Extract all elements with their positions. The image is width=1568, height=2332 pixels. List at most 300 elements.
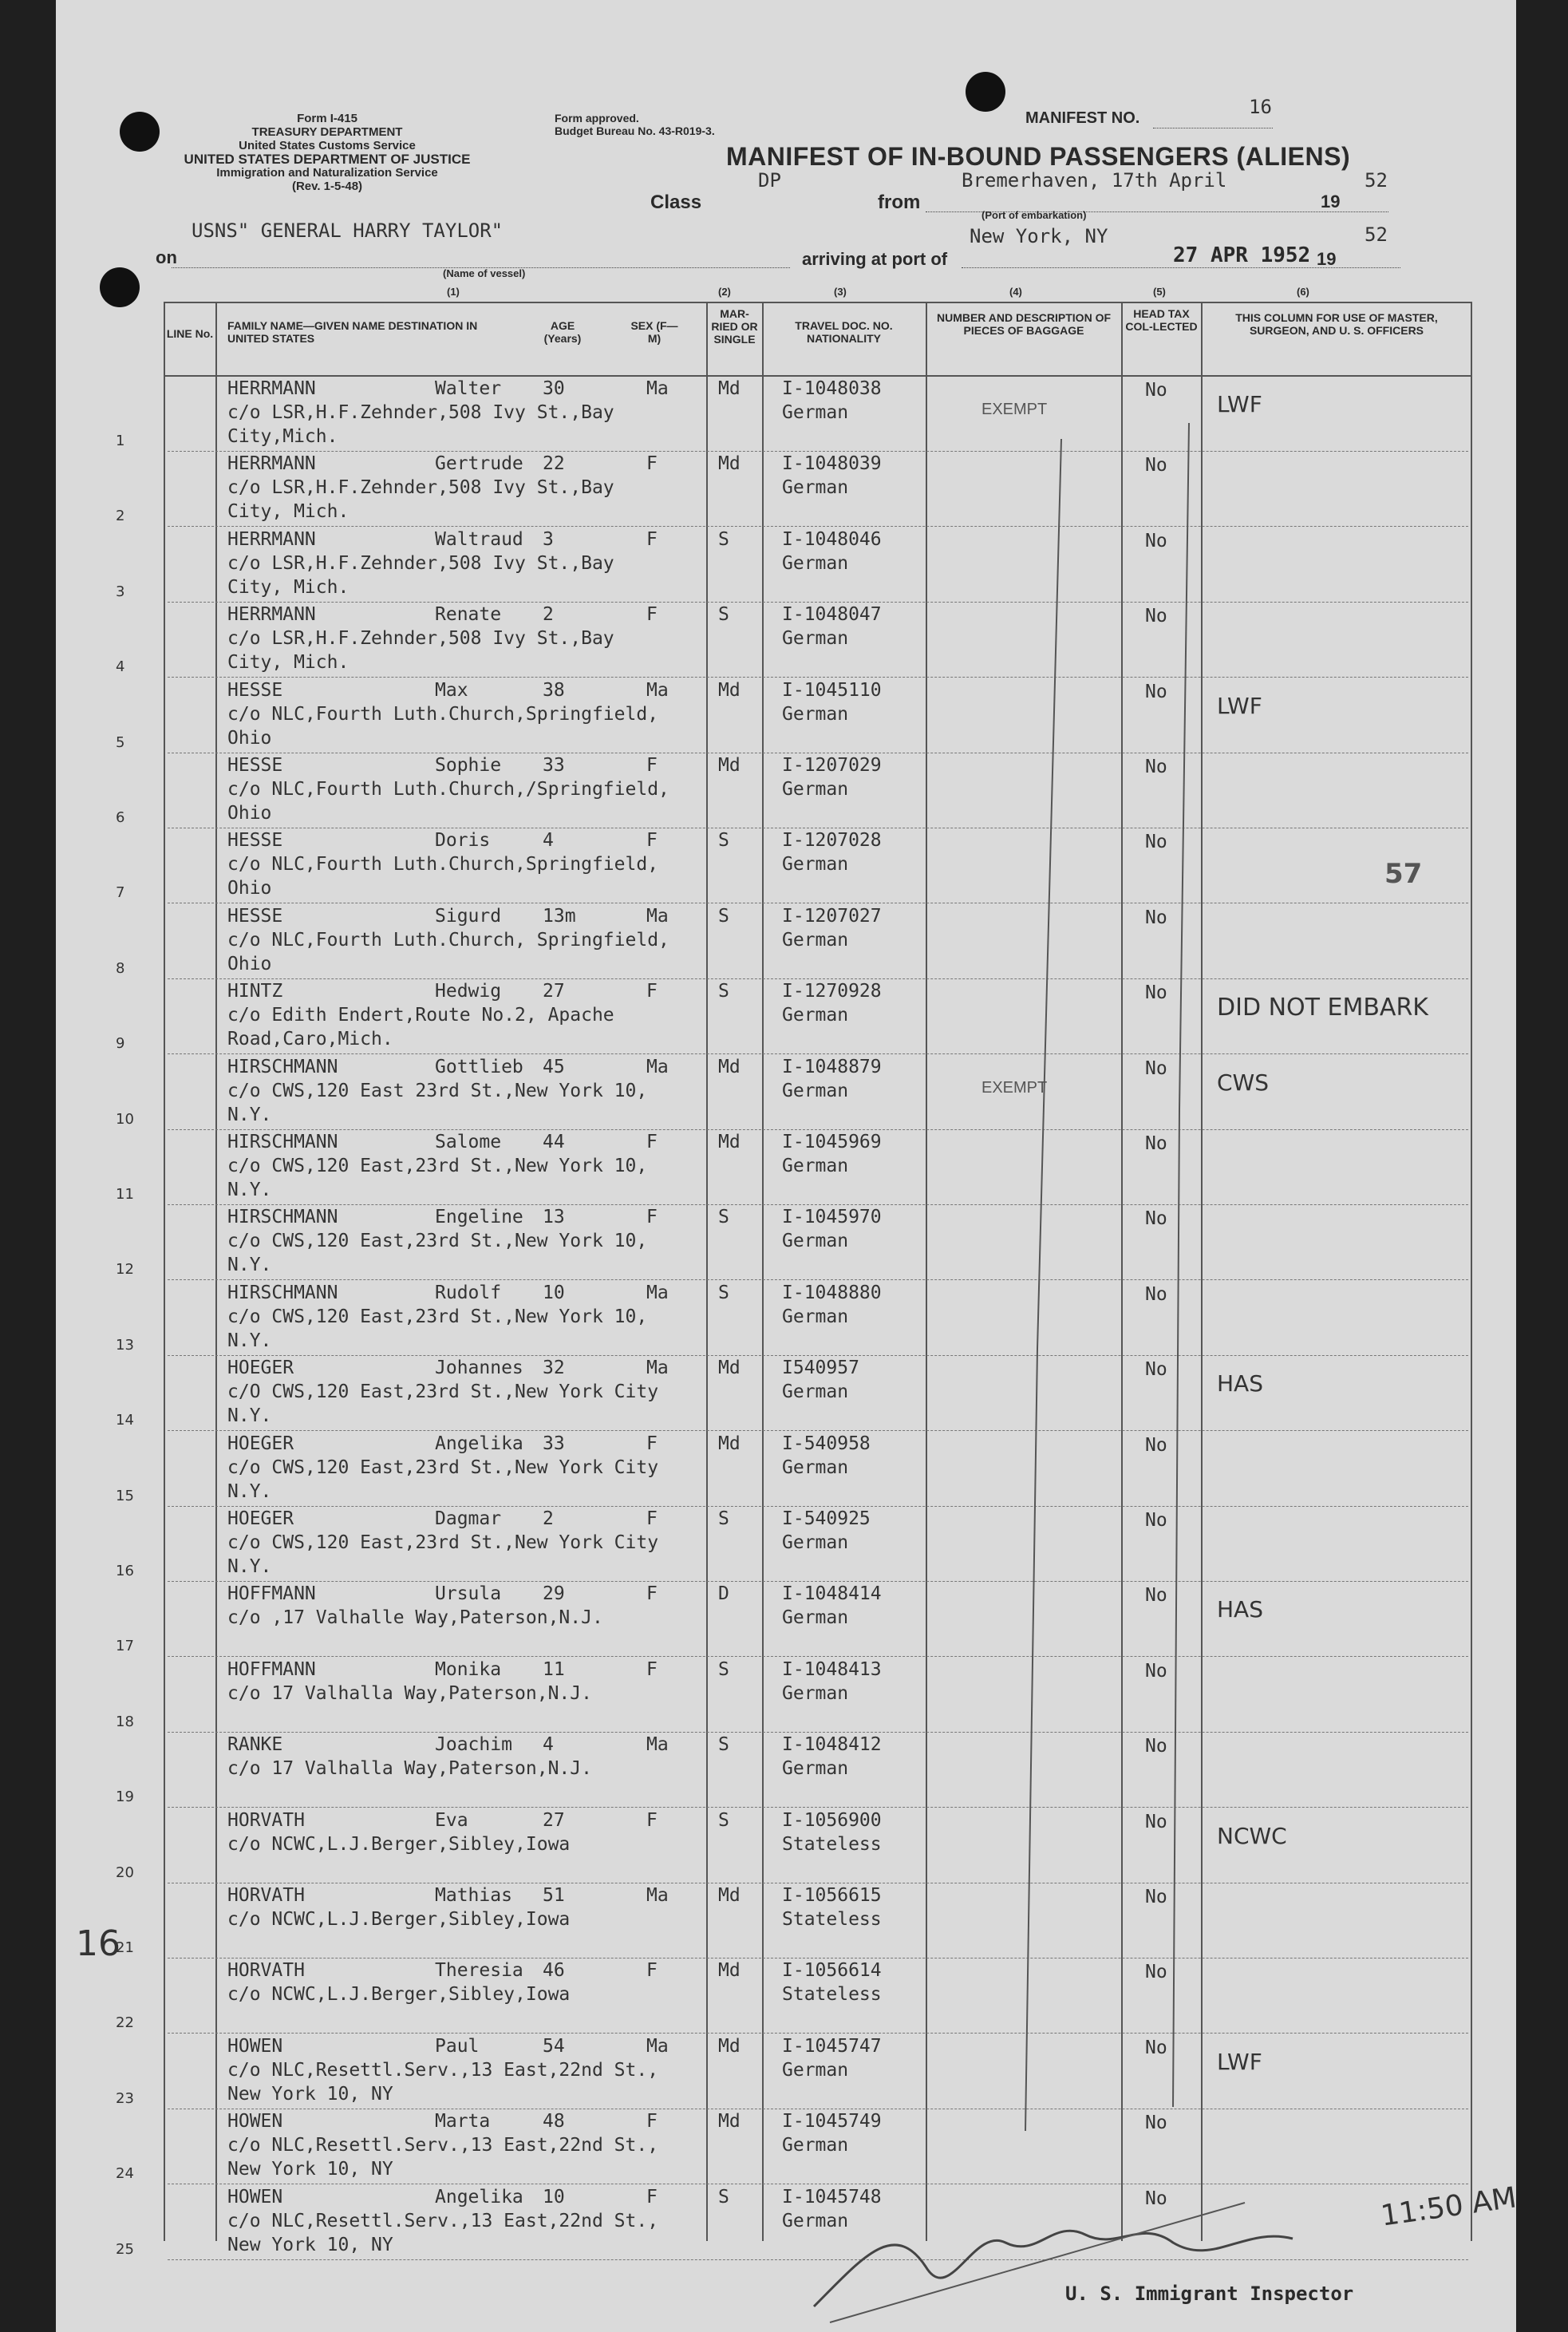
from-label: from: [878, 192, 921, 213]
col-divider: [1471, 302, 1472, 2241]
passenger-age: 51: [543, 1885, 565, 1906]
passenger-family-name: HOEGER: [227, 1433, 294, 1454]
passenger-marital-status: S: [718, 2186, 729, 2207]
passenger-given-name: Engeline: [435, 1207, 523, 1228]
destination-line-1: c/o ,17 Valhalle Way,Paterson,N.J.: [227, 1607, 603, 1629]
table-row: [116, 1432, 1468, 1507]
manifest-no-value: 16: [1249, 96, 1272, 118]
travel-doc-number: I-1048412: [782, 1734, 882, 1756]
year-value: 52: [1365, 169, 1388, 192]
head-tax-value: No: [1145, 455, 1167, 476]
passenger-sex: F: [646, 830, 658, 852]
line-number: 23: [116, 2089, 134, 2107]
head-tax-value: No: [1145, 380, 1167, 401]
passenger-marital-status: Md: [718, 1056, 741, 1077]
destination-line-2: N.Y.: [227, 1255, 272, 1276]
passenger-given-name: Waltraud: [435, 528, 523, 550]
form-number: Form I-415: [297, 112, 357, 125]
table-row: [116, 1281, 1468, 1356]
table-row: [116, 1055, 1468, 1130]
table-row: [116, 452, 1468, 527]
destination-line-1: c/o Edith Endert,Route No.2, Apache: [227, 1005, 614, 1026]
line-number: 1: [116, 433, 125, 449]
travel-doc-number: I-1045747: [782, 2035, 882, 2057]
passenger-marital-status: S: [718, 1282, 729, 1303]
line-number: 4: [116, 658, 125, 676]
line-number: 6: [116, 809, 125, 826]
margin-number: 16: [76, 1923, 120, 1964]
table-row: [116, 1130, 1468, 1205]
from-value: Bremerhaven, 17th April: [962, 169, 1227, 192]
destination-line-1: c/o LSR,H.F.Zehnder,508 Ivy St.,Bay: [227, 477, 614, 499]
year-prefix: 19: [1321, 192, 1341, 211]
passenger-family-name: HESSE: [227, 905, 283, 927]
line-number: 24: [116, 2165, 134, 2183]
travel-doc-number: I-1207027: [782, 905, 882, 927]
passenger-sex: F: [646, 2111, 658, 2132]
travel-doc-number: I-1048413: [782, 1658, 882, 1680]
line-number: 21: [116, 1939, 134, 1956]
head-tax-value: No: [1145, 1208, 1167, 1230]
passenger-given-name: Doris: [435, 830, 491, 852]
passenger-marital-status: D: [718, 1583, 729, 1605]
passenger-sex: Ma: [646, 1282, 669, 1303]
passenger-family-name: HOEGER: [227, 1508, 294, 1529]
travel-doc-number: I-1207028: [782, 830, 882, 852]
passenger-marital-status: Md: [718, 2035, 741, 2057]
head-tax-value: No: [1145, 2188, 1167, 2209]
col-number-5: (5): [1153, 286, 1166, 298]
passenger-age: 29: [543, 1583, 565, 1605]
travel-doc-number: I-1048414: [782, 1583, 882, 1605]
table-row: [116, 678, 1468, 753]
passenger-marital-status: Md: [718, 1885, 741, 1906]
punch-hole: [100, 267, 140, 307]
passenger-given-name: Dagmar: [435, 1508, 502, 1529]
nationality: German: [782, 552, 849, 574]
passenger-age: 33: [543, 1433, 565, 1454]
passenger-age: 30: [543, 378, 565, 399]
passenger-family-name: HIRSCHMANN: [227, 1056, 338, 1077]
passenger-marital-status: S: [718, 604, 729, 626]
head-tax-value: No: [1145, 1133, 1167, 1154]
head-tax-value: No: [1145, 1585, 1167, 1607]
passenger-sex: Ma: [646, 378, 669, 399]
inspector-signature: [798, 2171, 1357, 2330]
passenger-sex: F: [646, 1433, 658, 1454]
passenger-sex: F: [646, 453, 658, 475]
destination-line-1: c/o LSR,H.F.Zehnder,508 Ivy St.,Bay: [227, 628, 614, 650]
vessel-name: USNS" GENERAL HARRY TAYLOR": [192, 219, 504, 242]
head-tax-value: No: [1145, 530, 1167, 551]
head-tax-value: No: [1145, 1434, 1167, 1456]
line-number: 15: [116, 1487, 134, 1504]
destination-line-1: c/O CWS,120 East,23rd St.,New York City: [227, 1381, 659, 1403]
travel-doc-number: I-540925: [782, 1508, 871, 1529]
table-row: [116, 753, 1468, 828]
head-tax-value: No: [1145, 2037, 1167, 2058]
table-row: [116, 1582, 1468, 1657]
destination-line-2: New York 10, NY: [227, 2083, 393, 2105]
nationality: German: [782, 1005, 849, 1026]
passenger-marital-status: Md: [718, 378, 741, 399]
table-row: [116, 904, 1468, 979]
manifest-no-label: MANIFEST NO.: [1025, 109, 1140, 127]
passenger-sex: F: [646, 981, 658, 1002]
line-number: 22: [116, 2014, 134, 2032]
passenger-given-name: Gottlieb: [435, 1056, 523, 1077]
baggage-check-line: [997, 391, 1093, 2147]
nationality: German: [782, 628, 849, 650]
class-value: DP: [758, 169, 781, 192]
line-number: 9: [116, 1035, 125, 1053]
class-label: Class: [650, 192, 702, 213]
passenger-marital-status: S: [718, 905, 729, 927]
nationality: German: [782, 1381, 849, 1403]
table-row: [116, 528, 1468, 603]
table-row: [116, 2034, 1468, 2109]
travel-doc-number: I-1056614: [782, 1960, 882, 1982]
destination-line-2: City, Mich.: [227, 576, 350, 598]
destination-line-2: Ohio: [227, 953, 272, 974]
destination-line-1: c/o NLC,Resettl.Serv.,13 East,22nd St.,: [227, 2135, 659, 2156]
passenger-sex: F: [646, 1658, 658, 1680]
head-tax-value: No: [1145, 757, 1167, 777]
head-tax-value: No: [1145, 1660, 1167, 1682]
passenger-given-name: Marta: [435, 2111, 491, 2132]
passenger-age: 10: [543, 1282, 565, 1303]
officer-note: HAS: [1217, 1370, 1263, 1397]
col-header-name: FAMILY NAME—GIVEN NAME DESTINATION IN UNITED STATES: [227, 319, 478, 345]
destination-line-2: City, Mich.: [227, 652, 350, 674]
passenger-age: 2: [543, 604, 554, 626]
travel-doc-number: I-1048039: [782, 453, 882, 475]
travel-doc-number: I540957: [782, 1358, 859, 1379]
line-number: 25: [116, 2240, 134, 2258]
passenger-age: 3: [543, 528, 554, 550]
head-tax-value: No: [1145, 681, 1167, 702]
col-header-line: LINE No.: [166, 327, 214, 340]
destination-line-1: c/o CWS,120 East,23rd St.,New York City: [227, 1457, 659, 1478]
officer-note: LWF: [1217, 391, 1262, 417]
passenger-given-name: Paul: [435, 2035, 480, 2057]
passenger-given-name: Johannes: [435, 1358, 523, 1379]
passenger-marital-status: S: [718, 1508, 729, 1529]
destination-line-1: c/o NLC,Resettl.Serv.,13 East,22nd St.,: [227, 2210, 659, 2231]
table-row: [116, 1205, 1468, 1280]
line-number: 14: [116, 1412, 134, 1429]
destination-line-1: c/o NLC,Fourth Luth.Church,/Springfield,: [227, 779, 669, 800]
passenger-given-name: Monika: [435, 1658, 502, 1680]
col-header-baggage: NUMBER AND DESCRIPTION OF PIECES OF BAGGAGE: [936, 311, 1112, 337]
col-number-6: (6): [1297, 286, 1309, 298]
passenger-sex: Ma: [646, 1358, 669, 1379]
head-tax-value: No: [1145, 1283, 1167, 1305]
passenger-family-name: HERRMANN: [227, 604, 316, 626]
passenger-given-name: Hedwig: [435, 981, 502, 1002]
head-tax-value: No: [1145, 606, 1167, 627]
passenger-family-name: HIRSCHMANN: [227, 1207, 338, 1228]
form-agency-block: [176, 112, 479, 193]
passenger-marital-status: Md: [718, 755, 741, 776]
col-header-married: MAR-RIED OR SINGLE: [711, 307, 758, 346]
nationality: German: [782, 1607, 849, 1629]
passenger-family-name: HOFFMANN: [227, 1583, 316, 1605]
destination-line-2: Ohio: [227, 878, 272, 899]
embark-label: (Port of embarkation): [981, 209, 1087, 221]
travel-doc-number: I-1048880: [782, 1282, 882, 1303]
passenger-sex: F: [646, 528, 658, 550]
passenger-sex: Ma: [646, 679, 669, 701]
passenger-age: 22: [543, 453, 565, 475]
head-tax-value: No: [1145, 982, 1167, 1004]
travel-doc-number: I-1048047: [782, 604, 882, 626]
passenger-sex: Ma: [646, 1734, 669, 1756]
line-number: 17: [116, 1638, 134, 1655]
passenger-family-name: HORVATH: [227, 1960, 305, 1982]
head-tax-value: No: [1145, 2113, 1167, 2134]
line-number: 5: [116, 733, 125, 751]
tax-check-line: [1157, 391, 1221, 2147]
destination-line-1: c/o NCWC,L.J.Berger,Sibley,Iowa: [227, 1909, 571, 1930]
passenger-family-name: HERRMANN: [227, 528, 316, 550]
passenger-sex: F: [646, 1508, 658, 1529]
passenger-age: 45: [543, 1056, 565, 1077]
destination-line-1: c/o CWS,120 East,23rd St.,New York 10,: [227, 1156, 648, 1176]
destination-line-1: c/o CWS,120 East 23rd St.,New York 10,: [227, 1080, 648, 1101]
passenger-sex: F: [646, 1132, 658, 1152]
head-tax-value: No: [1145, 1057, 1167, 1079]
travel-doc-number: I-1045748: [782, 2186, 882, 2207]
inspector-label: U. S. Immigrant Inspector: [1065, 2283, 1354, 2305]
baggage-note: EXEMPT: [981, 401, 1048, 418]
treasury-label: TREASURY DEPARTMENT: [251, 125, 403, 139]
line-number: 12: [116, 1261, 134, 1279]
table-row: [116, 1883, 1468, 1958]
passenger-sex: Ma: [646, 2035, 669, 2057]
passenger-given-name: Gertrude: [435, 453, 523, 475]
passenger-given-name: Sigurd: [435, 905, 502, 927]
side-number: 57: [1384, 858, 1423, 890]
passenger-age: 38: [543, 679, 565, 701]
passenger-family-name: RANKE: [227, 1734, 283, 1756]
passenger-marital-status: S: [718, 981, 729, 1002]
passenger-sex: F: [646, 1207, 658, 1228]
destination-line-1: c/o NLC,Resettl.Serv.,13 East,22nd St.,: [227, 2059, 659, 2081]
destination-line-1: c/o LSR,H.F.Zehnder,508 Ivy St.,Bay: [227, 402, 614, 423]
passenger-marital-status: S: [718, 1658, 729, 1680]
head-tax-value: No: [1145, 1811, 1167, 1832]
nationality: German: [782, 1682, 849, 1704]
passenger-marital-status: S: [718, 1734, 729, 1756]
travel-doc-number: I-1270928: [782, 981, 882, 1002]
justice-label: UNITED STATES DEPARTMENT OF JUSTICE: [184, 152, 471, 167]
arrival-port: New York, NY: [970, 225, 1108, 247]
nationality: German: [782, 1457, 849, 1478]
col-header-officers: THIS COLUMN FOR USE OF MASTER, SURGEON, AND U. S. OFFICERS: [1235, 311, 1438, 337]
passenger-given-name: Sophie: [435, 755, 502, 776]
passenger-age: 44: [543, 1132, 565, 1152]
nationality: Stateless: [782, 1833, 882, 1855]
officer-note: HAS: [1217, 1596, 1263, 1623]
table-row: [116, 1507, 1468, 1582]
head-tax-value: No: [1145, 907, 1167, 928]
officer-note: LWF: [1217, 2048, 1262, 2075]
passenger-given-name: Theresia: [435, 1960, 523, 1982]
vessel-label: (Name of vessel): [443, 267, 526, 279]
line-number: 16: [116, 1563, 134, 1579]
head-tax-value: No: [1145, 1359, 1167, 1381]
passenger-sex: F: [646, 1583, 658, 1605]
table-row: [116, 603, 1468, 678]
destination-line-1: c/o 17 Valhalla Way,Paterson,N.J.: [227, 1682, 592, 1704]
destination-line-2: New York 10, NY: [227, 2234, 393, 2255]
destination-line-2: N.Y.: [227, 1556, 272, 1577]
passenger-sex: Ma: [646, 1056, 669, 1077]
rev-label: (Rev. 1-5-48): [291, 180, 363, 193]
on-label: on: [156, 247, 177, 267]
passenger-given-name: Joachim: [435, 1734, 512, 1756]
passenger-given-name: Angelika: [435, 1433, 523, 1454]
line-number: 13: [116, 1336, 134, 1354]
passenger-age: 32: [543, 1358, 565, 1379]
time-note: 11:50 AM: [1378, 2181, 1519, 2233]
destination-line-1: c/o CWS,120 East,23rd St.,New York 10,: [227, 1231, 648, 1252]
col-number-4: (4): [1009, 286, 1022, 298]
passenger-marital-status: Md: [718, 1358, 741, 1379]
travel-doc-number: I-1045749: [782, 2111, 882, 2132]
destination-line-1: c/o NCWC,L.J.Berger,Sibley,Iowa: [227, 1833, 571, 1855]
punch-hole: [120, 112, 160, 152]
passenger-sex: Ma: [646, 1885, 669, 1906]
passenger-given-name: Angelika: [435, 2186, 523, 2207]
approval-block: [555, 112, 715, 137]
passenger-family-name: HORVATH: [227, 1809, 305, 1831]
passenger-given-name: Mathias: [435, 1885, 512, 1906]
destination-line-1: c/o 17 Valhalla Way,Paterson,N.J.: [227, 1758, 592, 1780]
passenger-given-name: Renate: [435, 604, 502, 626]
passenger-marital-status: Md: [718, 1132, 741, 1152]
passenger-family-name: HESSE: [227, 830, 283, 852]
passenger-age: 13m: [543, 905, 576, 927]
nationality: German: [782, 1306, 849, 1327]
nationality: German: [782, 2210, 849, 2231]
officer-note: NCWC: [1217, 1822, 1287, 1849]
col-number-3: (3): [834, 286, 847, 298]
arrival-year-prefix: 19: [1317, 249, 1337, 269]
passenger-marital-status: Md: [718, 453, 741, 475]
col-header-sex: SEX (F—M): [630, 319, 678, 345]
passenger-sex: F: [646, 1809, 658, 1831]
col-number-1: (1): [447, 286, 460, 298]
passenger-marital-status: Md: [718, 2111, 741, 2132]
passenger-marital-status: Md: [718, 1433, 741, 1454]
nationality: German: [782, 1758, 849, 1780]
nationality: German: [782, 854, 849, 875]
passenger-given-name: Rudolf: [435, 1282, 502, 1303]
travel-doc-number: I-1056900: [782, 1809, 882, 1831]
passenger-sex: F: [646, 2186, 658, 2207]
nationality: German: [782, 1532, 849, 1553]
nationality: German: [782, 1080, 849, 1101]
table-row: [116, 828, 1468, 903]
passenger-sex: F: [646, 1960, 658, 1982]
nationality: German: [782, 1231, 849, 1252]
passenger-family-name: HOFFMANN: [227, 1658, 316, 1680]
passenger-family-name: HESSE: [227, 679, 283, 701]
nationality: German: [782, 402, 849, 423]
passenger-family-name: HOWEN: [227, 2186, 283, 2207]
nationality: German: [782, 2059, 849, 2081]
destination-line-2: Ohio: [227, 803, 272, 824]
table-row: [116, 1733, 1468, 1808]
head-tax-value: No: [1145, 832, 1167, 853]
nationality: German: [782, 2135, 849, 2156]
nationality: Stateless: [782, 1909, 882, 1930]
passenger-age: 33: [543, 755, 565, 776]
passenger-given-name: Walter: [435, 378, 502, 399]
ins-label: Immigration and Naturalization Service: [216, 166, 438, 180]
destination-line-2: City,Mich.: [227, 426, 338, 447]
customs-label: United States Customs Service: [239, 139, 416, 152]
table-top-rule: [164, 302, 1472, 303]
line-number: 2: [116, 508, 125, 525]
passenger-age: 4: [543, 1734, 554, 1756]
passenger-age: 11: [543, 1658, 565, 1680]
passenger-sex: Ma: [646, 905, 669, 927]
table-row: [116, 1658, 1468, 1733]
passenger-family-name: HORVATH: [227, 1885, 305, 1906]
passenger-age: 27: [543, 981, 565, 1002]
passenger-age: 10: [543, 2186, 565, 2207]
head-tax-value: No: [1145, 1887, 1167, 1907]
destination-line-1: c/o CWS,120 East,23rd St.,New York 10,: [227, 1306, 648, 1327]
col-header-travel: TRAVEL DOC. NO. NATIONALITY: [795, 319, 893, 345]
arriving-label: arriving at port of: [802, 249, 948, 269]
passenger-given-name: Max: [435, 679, 468, 701]
nationality: German: [782, 1156, 849, 1176]
travel-doc-number: I-1045110: [782, 679, 882, 701]
passenger-age: 4: [543, 830, 554, 852]
destination-line-1: c/o NLC,Fourth Luth.Church,Springfield,: [227, 854, 659, 875]
destination-line-2: N.Y.: [227, 1104, 272, 1125]
nationality: German: [782, 703, 849, 725]
passenger-family-name: HERRMANN: [227, 378, 316, 399]
officer-note: CWS: [1217, 1069, 1270, 1096]
destination-line-1: c/o NLC,Fourth Luth.Church,Springfield,: [227, 703, 659, 725]
table-row: [116, 377, 1468, 452]
col-header-age: AGE (Years): [543, 319, 582, 345]
col-number-2: (2): [718, 286, 731, 298]
line-number: 20: [116, 1864, 134, 1881]
travel-doc-number: I-1048038: [782, 378, 882, 399]
head-tax-value: No: [1145, 1510, 1167, 1531]
destination-line-1: c/o NCWC,L.J.Berger,Sibley,Iowa: [227, 1984, 571, 2006]
manifest-title: MANIFEST OF IN-BOUND PASSENGERS (ALIENS): [726, 142, 1351, 171]
form-approved: Form approved.: [555, 112, 639, 125]
baggage-note: EXEMPT: [981, 1078, 1048, 1097]
nationality: German: [782, 929, 849, 951]
col-divider: [164, 302, 165, 2241]
nationality: German: [782, 477, 849, 499]
passenger-family-name: HIRSCHMANN: [227, 1132, 338, 1152]
destination-line-1: c/o NLC,Fourth Luth.Church, Springfield,: [227, 929, 669, 951]
line-number: 18: [116, 1713, 134, 1730]
head-tax-value: No: [1145, 1736, 1167, 1757]
officer-note: LWF: [1217, 692, 1262, 719]
punch-hole: [966, 72, 1005, 112]
arrival-year: 52: [1365, 223, 1388, 246]
